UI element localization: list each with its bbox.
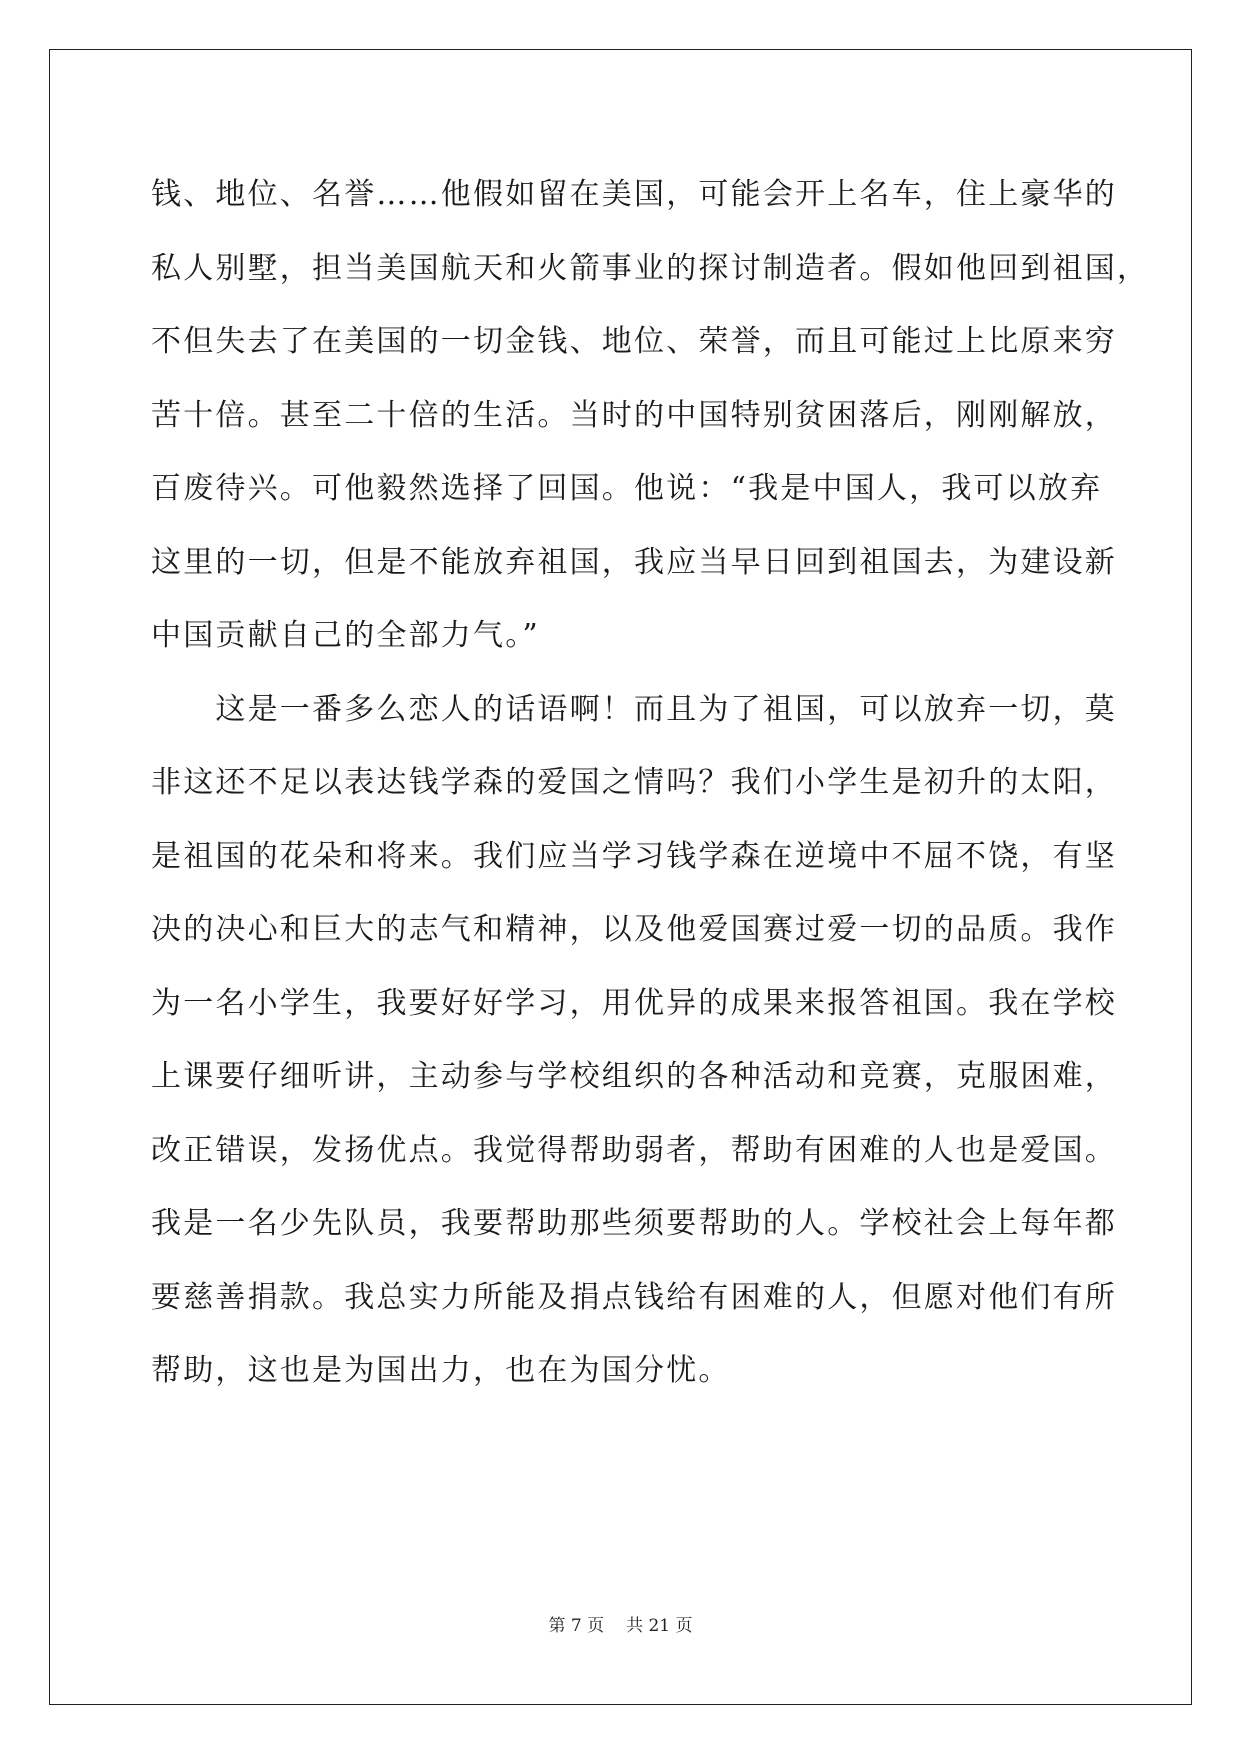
page-number: 第 7 页 — [548, 1616, 605, 1636]
text-line: 这里的一切，但是不能放弃祖国，我应当早日回到祖国去，为建设新 — [151, 544, 1117, 580]
text-line: 是祖国的花朵和将来。我们应当学习钱学森在逆境中不屈不饶，有坚 — [151, 838, 1117, 874]
text-line: 百废待兴。可他毅然选择了回国。他说：“我是中国人，我可以放弃 — [151, 471, 1103, 506]
text-line: 要慈善捐款。我总实力所能及捐点钱给有困难的人，但愿对他们有所 — [151, 1279, 1117, 1315]
page-footer — [0, 1611, 1241, 1636]
text-line: 为一名小学生，我要好好学习，用优异的成果来报答祖国。我在学校 — [151, 985, 1117, 1021]
text-line: 不但失去了在美国的一切金钱、地位、荣誉，而且可能过上比原来穷 — [151, 324, 1117, 359]
text-line: 这是一番多么恋人的话语啊！而且为了祖国，可以放弃一切，莫 — [151, 691, 1117, 727]
text-line: 钱、地位、名誉……他假如留在美国，可能会开上名车，住上豪华的 — [151, 177, 1117, 212]
text-line: 非这还不足以表达钱学森的爱国之情吗？我们小学生是初升的太阳， — [151, 765, 1117, 800]
text-line: 帮助，这也是为国出力，也在为国分忧。 — [151, 1353, 731, 1388]
text-line: 中国贡献自己的全部力气。” — [151, 618, 540, 653]
text-line: 私人别墅，担当美国航天和火箭事业的探讨制造者。假如他回到祖国， — [151, 250, 1150, 286]
text-line: 上课要仔细听讲，主动参与学校组织的各种活动和竞赛，克服困难， — [151, 1059, 1117, 1094]
text-line: 决的决心和巨大的志气和精神，以及他爱国赛过爱一切的品质。我作 — [151, 912, 1117, 947]
document-body — [151, 158, 1150, 1408]
page-total: 共 21 页 — [626, 1616, 693, 1636]
text-line: 苦十倍。甚至二十倍的生活。当时的中国特别贫困落后，刚刚解放， — [151, 397, 1117, 433]
text-line: 改正错误，发扬优点。我觉得帮助弱者，帮助有困难的人也是爱国。 — [151, 1132, 1117, 1168]
text-line: 我是一名少先队员，我要帮助那些须要帮助的人。学校社会上每年都 — [151, 1206, 1117, 1241]
